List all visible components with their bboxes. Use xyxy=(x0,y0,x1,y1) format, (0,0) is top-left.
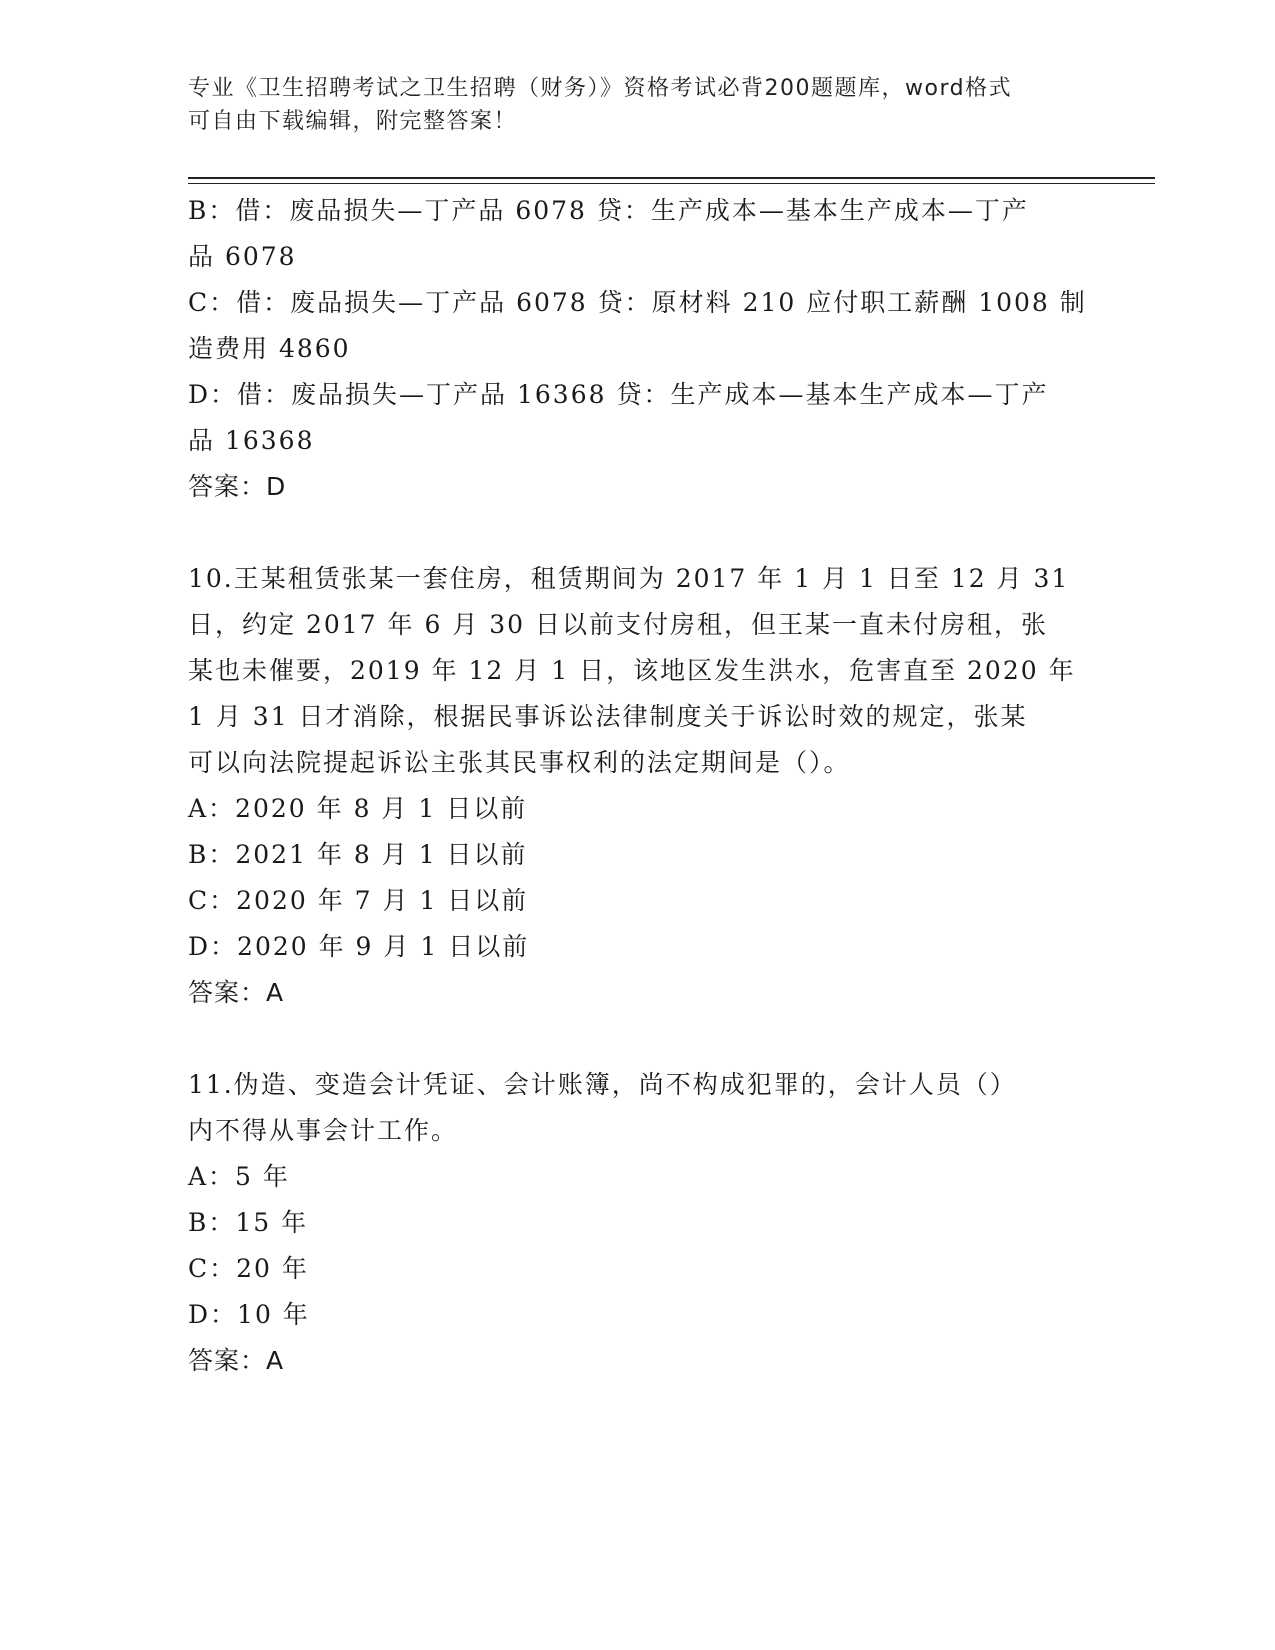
option-b-line-1: B：借：废品损失—丁产品 6078 贷：生产成本—基本生产成本—丁产 xyxy=(188,196,1029,225)
answer: 答案：D xyxy=(188,472,287,501)
spacer xyxy=(188,1016,1078,1062)
header-line-1: 专业《卫生招聘考试之卫生招聘（财务）》资格考试必背200题题库，word格式 xyxy=(188,76,1013,101)
answer: 答案：A xyxy=(188,978,285,1007)
option-c: C：20 年 xyxy=(188,1254,309,1283)
document-body xyxy=(188,188,1087,1384)
spacer xyxy=(188,510,1078,556)
question-stem-line-2: 日，约定 2017 年 6 月 30 日以前支付房租，但王某一直未付房租，张 xyxy=(188,610,1049,639)
header-divider-thin xyxy=(188,183,1155,184)
question-stem-line-1: 10.王某租赁张某一套住房，租赁期间为 2017 年 1 月 1 日至 12 月 31 xyxy=(188,564,1070,593)
option-a: A：2020 年 8 月 1 日以前 xyxy=(188,794,528,823)
question-stem-line-4: 1 月 31 日才消除，根据民事诉讼法律制度关于诉讼时效的规定，张某 xyxy=(188,702,1028,731)
document-header xyxy=(188,72,1068,138)
option-d-line-1: D：借：废品损失—丁产品 16368 贷：生产成本—基本生产成本—丁产 xyxy=(188,380,1049,409)
header-line-2: 可自由下载编辑，附完整答案！ xyxy=(188,109,518,134)
header-divider-thick xyxy=(188,177,1155,179)
option-d: D：2020 年 9 月 1 日以前 xyxy=(188,932,530,961)
question-stem-line-3: 某也未催要，2019 年 12 月 1 日，该地区发生洪水，危害直至 2020 年 xyxy=(188,656,1076,685)
option-b: B：15 年 xyxy=(188,1208,309,1237)
answer: 答案：A xyxy=(188,1346,285,1375)
question-stem-line-2: 内不得从事会计工作。 xyxy=(188,1116,459,1145)
option-d-line-2: 品 16368 xyxy=(188,426,315,455)
option-b-line-2: 品 6078 xyxy=(188,242,297,271)
question-stem-line-1: 11.伪造、变造会计凭证、会计账簿，尚不构成犯罪的，会计人员（） xyxy=(188,1070,1017,1099)
option-b: B：2021 年 8 月 1 日以前 xyxy=(188,840,528,869)
question-stem-line-5: 可以向法院提起诉讼主张其民事权利的法定期间是（）。 xyxy=(188,748,851,777)
option-c-line-2: 造费用 4860 xyxy=(188,334,351,363)
question-9-continued xyxy=(188,188,1087,510)
question-10 xyxy=(188,556,1078,1016)
option-c: C：2020 年 7 月 1 日以前 xyxy=(188,886,529,915)
option-a: A：5 年 xyxy=(188,1162,290,1191)
option-c-line-1: C：借：废品损失—丁产品 6078 贷：原材料 210 应付职工薪酬 1008 制 xyxy=(188,288,1087,317)
option-d: D：10 年 xyxy=(188,1300,310,1329)
question-11 xyxy=(188,1062,1078,1384)
